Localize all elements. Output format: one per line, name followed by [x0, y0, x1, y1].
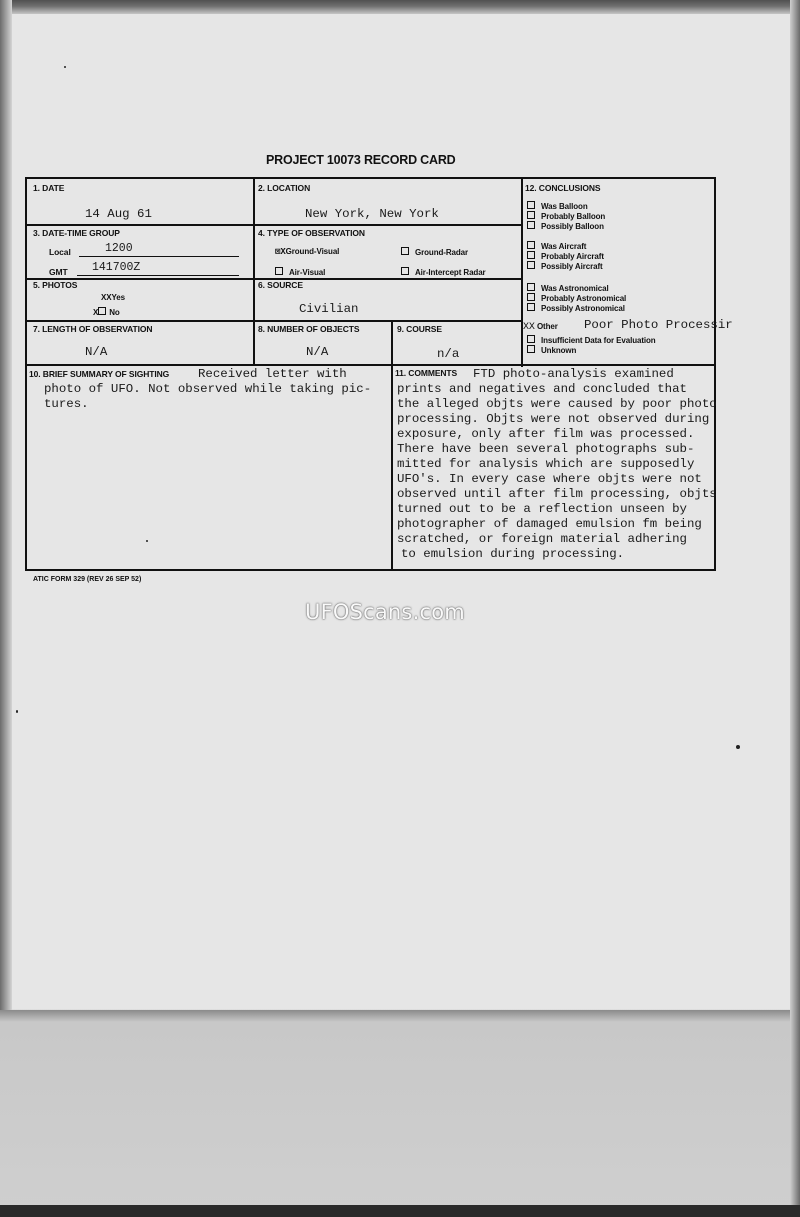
comments-line-8: UFO's. In every case where objts were not: [397, 472, 702, 486]
conclusion-other-label: Other: [536, 322, 558, 331]
comments-line-9: observed until after film processing, objts: [397, 487, 717, 501]
photos-no-text: No: [109, 308, 120, 317]
comments-line-7: mitted for analysis which are supposedly: [397, 457, 695, 471]
length-label: 7. LENGTH OF OBSERVATION: [33, 324, 153, 334]
summary-line-2: photo of UFO. Not observed while taking pic-: [44, 382, 372, 396]
card-title: PROJECT 10073 RECORD CARD: [266, 153, 456, 167]
comments-line-13: to emulsion during processing.: [401, 547, 625, 561]
course-value: n/a: [437, 347, 460, 361]
comments-line-2: prints and negatives and concluded that: [397, 382, 687, 396]
row-divider-3: [27, 320, 521, 322]
conclusion-other-mark: XX: [523, 322, 535, 333]
col-divider-main: [253, 179, 255, 320]
obs-ground-visual-mark: ⊠X: [275, 247, 286, 257]
dtg-local-value: 1200: [105, 242, 133, 255]
objects-value: N/A: [306, 345, 329, 359]
checkbox-icon: [527, 303, 535, 311]
comments-line-12: scratched, or foreign material adhering: [397, 532, 687, 546]
source-label: 6. SOURCE: [258, 280, 303, 290]
conclusion-text: Insufficient Data for Evaluation: [541, 336, 656, 345]
obs-ground-visual: [275, 247, 339, 257]
dtg-gmt-label: GMT: [49, 267, 68, 277]
conclusion-text: Unknown: [541, 346, 577, 355]
conclusion-other-value: Poor Photo Processir: [584, 318, 733, 332]
comments-line-3: the alleged objts were caused by poor photo: [397, 397, 717, 411]
dtg-gmt-value: 141700Z: [92, 261, 141, 274]
conclusion-text: Possibly Astronomical: [541, 304, 625, 313]
conclusion-possibly-balloon: [527, 221, 604, 232]
comments-line-4: processing. Objts were not observed during: [397, 412, 710, 426]
left-film-edge: [0, 0, 12, 1010]
photos-no-mark: X: [93, 308, 99, 317]
obs-air-intercept: [401, 267, 486, 277]
conclusion-possibly-aircraft: [527, 261, 603, 272]
checkbox-icon: [401, 267, 409, 275]
dtg-label: 3. DATE-TIME GROUP: [33, 228, 120, 238]
conclusions-label: 12. CONCLUSIONS: [525, 183, 601, 193]
photos-label: 5. PHOTOS: [33, 280, 78, 290]
course-label: 9. COURSE: [397, 324, 442, 334]
checkbox-icon: [527, 335, 535, 343]
comments-line-10: turned out to be a reflection unseen by: [397, 502, 687, 516]
conclusion-text: Was Astronomical: [541, 284, 609, 293]
obs-ground-visual-text: Ground-Visual: [285, 247, 340, 256]
comments-line-6: There have been several photographs sub-: [397, 442, 695, 456]
col-divider-objects: [253, 320, 255, 364]
checkbox-icon: [527, 241, 535, 249]
checkbox-icon: [527, 211, 535, 219]
lower-film-strip: [0, 1010, 800, 1210]
summary-line-3: tures.: [44, 397, 89, 411]
summary-line-1: Received letter with: [198, 367, 347, 381]
obs-type-label: 4. TYPE OF OBSERVATION: [258, 228, 365, 238]
dust-speck: [16, 710, 18, 713]
obs-air-visual: [275, 267, 325, 277]
dust-speck: [736, 745, 740, 749]
date-value: 14 Aug 61: [85, 207, 152, 221]
location-label: 2. LOCATION: [258, 183, 311, 193]
checkbox-icon: [275, 267, 283, 275]
conclusion-text: Probably Balloon: [541, 212, 606, 221]
conclusion-unknown: [527, 345, 576, 356]
source-value: Civilian: [299, 302, 359, 316]
checkbox-icon: [527, 251, 535, 259]
conclusion-text: Was Aircraft: [541, 242, 587, 251]
photos-yes-mark: XX: [101, 293, 112, 302]
conclusion-text: Probably Astronomical: [541, 294, 627, 303]
checkbox-icon: [527, 283, 535, 291]
length-value: N/A: [85, 345, 108, 359]
record-card: [25, 177, 733, 571]
watermark: UFOScans.com: [305, 600, 465, 624]
checkbox-icon: [527, 261, 535, 269]
photos-no: [93, 307, 120, 317]
dust-speck: [64, 66, 66, 68]
obs-ground-radar-text: Ground-Radar: [415, 248, 469, 257]
checkbox-icon: [401, 247, 409, 255]
conclusion-text: Probably Aircraft: [541, 252, 604, 261]
photos-yes: [101, 293, 125, 302]
checkbox-icon: [527, 345, 535, 353]
conclusion-text: Possibly Balloon: [541, 222, 604, 231]
conclusion-possibly-astronomical: [527, 303, 625, 314]
bottom-film-edge: [0, 1205, 800, 1217]
location-value: New York, New York: [305, 207, 439, 221]
row-divider-1: [27, 224, 521, 226]
comments-line-5: exposure, only after film was processed.: [397, 427, 695, 441]
conclusion-text: Possibly Aircraft: [541, 262, 603, 271]
conclusion-text: Was Balloon: [541, 202, 588, 211]
form-id: ATIC FORM 329 (REV 26 SEP 52): [33, 576, 142, 583]
checkbox-icon: [98, 307, 106, 315]
summary-label: 10. BRIEF SUMMARY OF SIGHTING: [29, 369, 170, 379]
checkbox-icon: [527, 201, 535, 209]
comments-line-1: FTD photo-analysis examined: [473, 367, 674, 381]
dtg-local-underline: [79, 256, 239, 257]
comments-line-11: photographer of damaged emulsion fm being: [397, 517, 702, 531]
checkbox-icon: [527, 293, 535, 301]
obs-ground-radar: [401, 247, 468, 257]
col-divider-conclusions: [521, 179, 523, 367]
date-label: 1. DATE: [33, 183, 65, 193]
checkbox-icon: [527, 221, 535, 229]
col-divider-course: [391, 320, 393, 569]
dtg-local-label: Local: [49, 247, 71, 257]
obs-air-intercept-text: Air-Intercept Radar: [415, 268, 486, 277]
right-film-edge: [790, 0, 800, 1217]
obs-air-visual-text: Air-Visual: [289, 268, 326, 277]
row-divider-4: [27, 364, 714, 366]
photos-yes-text: Yes: [111, 293, 125, 302]
comments-label: 11. COMMENTS: [395, 368, 458, 378]
dtg-gmt-underline: [77, 275, 239, 276]
conclusion-other: [523, 322, 558, 333]
objects-label: 8. NUMBER OF OBJECTS: [258, 324, 360, 334]
